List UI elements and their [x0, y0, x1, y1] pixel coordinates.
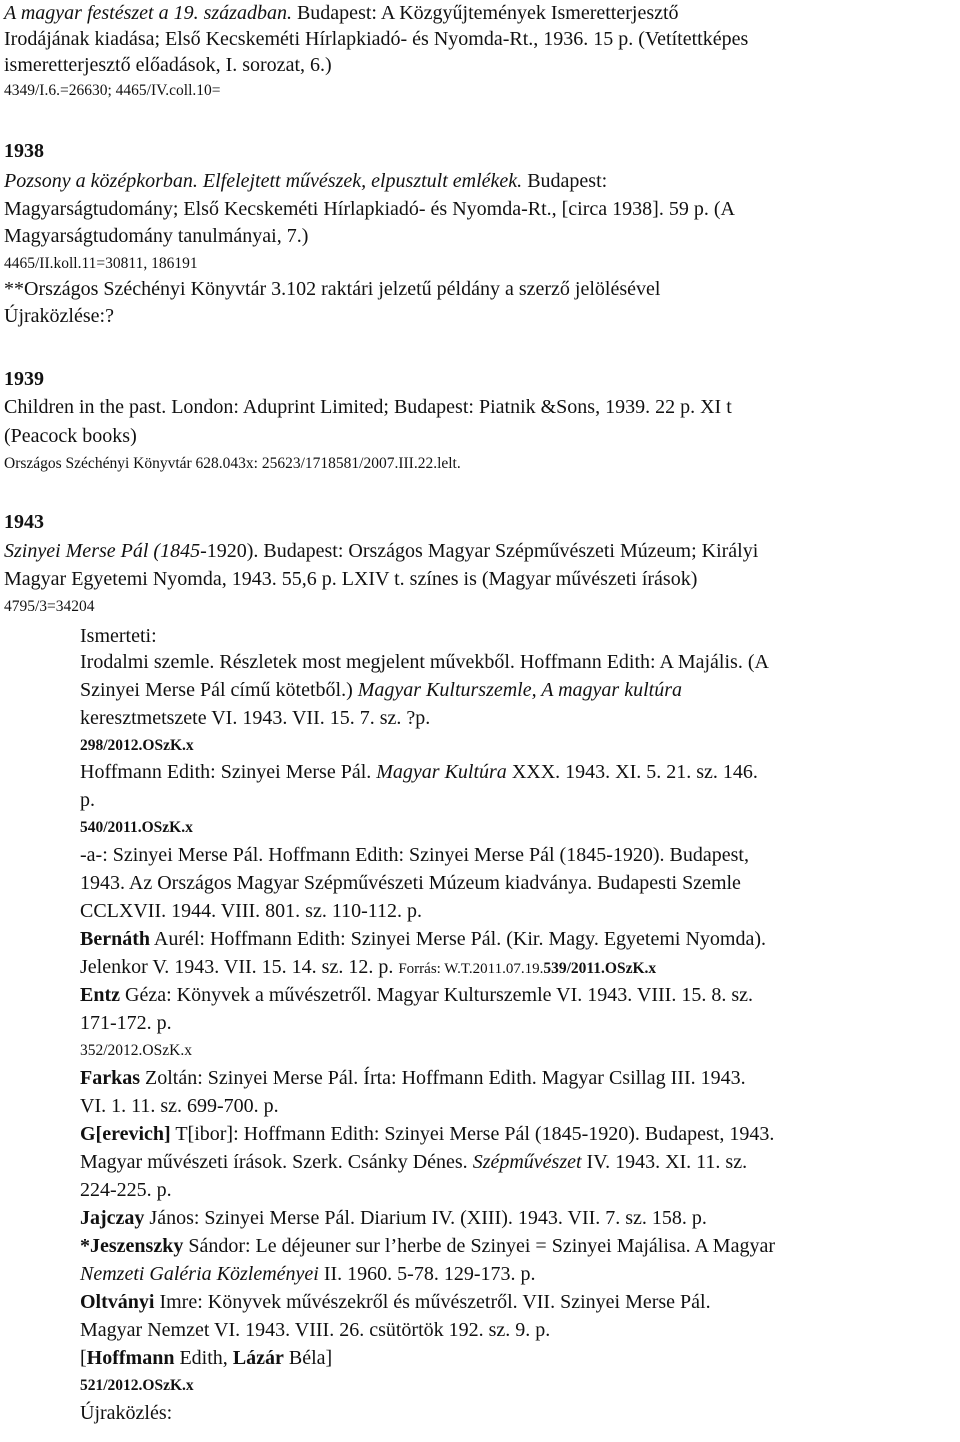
year-heading-1939: 1939: [4, 368, 44, 390]
publisher-text: Budapest: A Közgyűjtemények Ismeretterjesztő: [291, 2, 679, 24]
entry-1943-line-2: Magyar Egyetemi Nyomda, 1943. 55,6 p. LXIV t. színes is (Magyar művészeti írások): [4, 568, 698, 590]
review-6-line-1: Farkas Zoltán: Szinyei Merse Pál. Írta: Hoffmann Edith. Magyar Csillag III. 1943.: [80, 1067, 746, 1089]
review-9-line-1: *Jeszenszky Sándor: Le déjeuner sur l’herbe de Szinyei = Szinyei Majálisa. A Magyar: [80, 1235, 775, 1257]
review-10-line-1: Oltványi Imre: Könyvek művészekről és művészetről. VII. Szinyei Merse Pál.: [80, 1291, 711, 1313]
review-11-code: 521/2012.OSzK.x: [80, 1377, 194, 1394]
review-3-line-2: 1943. Az Országos Magyar Szépművészeti Múzeum kiadványa. Budapesti Szemle: [80, 872, 741, 894]
review-5-line-2: 171-172. p.: [80, 1012, 172, 1034]
entry-1936-line-3: ismeretterjesztő előadások, I. sorozat, 6.): [4, 54, 332, 76]
entry-1938-note: **Országos Széchényi Könyvtár 3.102 raktári jelzetű példány a szerző jelölésével: [4, 278, 661, 300]
entry-1939-shelf-code: Országos Széchényi Könyvtár 628.043x: 25623/1718581/2007.III.22.lelt.: [4, 455, 461, 472]
entry-1936-line-1: [4, 0, 679, 26]
review-2-code: 540/2011.OSzK.x: [80, 819, 193, 836]
review-5-code: 352/2012.OSzK.x: [80, 1042, 192, 1059]
entry-1939-line-1: Children in the past. London: Aduprint Limited; Budapest: Piatnik &Sons, 1939. 22 p. XI t: [4, 396, 732, 418]
review-5-line-1: Entz Géza: Könyvek a művészetről. Magyar Kulturszemle VI. 1943. VIII. 15. 8. sz.: [80, 984, 753, 1006]
review-3-line-1: -a-: Szinyei Merse Pál. Hoffmann Edith: Szinyei Merse Pál (1845-1920). Budapest,: [80, 844, 749, 866]
review-8-line-1: Jajczay János: Szinyei Merse Pál. Diarium IV. (XIII). 1943. VII. 7. sz. 158. p.: [80, 1207, 707, 1229]
review-4-line-2: Jelenkor V. 1943. VII. 15. 14. sz. 12. p. Forrás: W.T.2011.07.19.539/2011.OSzK.x: [80, 956, 657, 978]
review-2-line-2: p.: [80, 789, 95, 811]
review-1-code: 298/2012.OSzK.x: [80, 737, 194, 754]
review-6-line-2: VI. 1. 11. sz. 699-700. p.: [80, 1095, 279, 1117]
review-1-line-3: keresztmetszete VI. 1943. VII. 15. 7. sz. ?p.: [80, 707, 431, 729]
review-1-line-2: Szinyei Merse Pál című kötetből.) Magyar Kulturszemle, A magyar kultúra: [80, 679, 682, 701]
review-7-line-2: Magyar művészeti írások. Szerk. Csánky Dénes. Szépművészet IV. 1943. XI. 11. sz.: [80, 1151, 748, 1173]
year-heading-1943: 1943: [4, 511, 44, 533]
year-heading-1938: 1938: [4, 140, 44, 162]
review-2-line-1: Hoffmann Edith: Szinyei Merse Pál. Magyar Kultúra XXX. 1943. XI. 5. 21. sz. 146.: [80, 761, 758, 783]
entry-1936-shelf-code: 4349/I.6.=26630; 4465/IV.coll.10=: [4, 82, 221, 99]
entry-1938-line-2: Magyarságtudomány; Első Kecskeméti Hírlapkiadó- és Nyomda-Rt., [circa 1938]. 59 p. (A: [4, 198, 735, 220]
review-7-line-3: 224-225. p.: [80, 1179, 172, 1201]
entry-1938-line-3: Magyarságtudomány tanulmányai, 7.): [4, 225, 309, 247]
entry-1943-shelf-code: 4795/3=34204: [4, 598, 95, 615]
reprint-label: Újraközlés:: [80, 1402, 173, 1424]
review-3-line-3: CCLXVII. 1944. VIII. 801. sz. 110-112. p.: [80, 900, 423, 922]
review-7-line-1: G[erevich] T[ibor]: Hoffmann Edith: Szinyei Merse Pál (1845-1920). Budapest, 1943.: [80, 1123, 775, 1145]
book-title: Szinyei Merse Pál (1845: [4, 540, 201, 562]
review-4-line-1: Bernáth Aurél: Hoffmann Edith: Szinyei Merse Pál. (Kir. Magy. Egyetemi Nyomda).: [80, 928, 766, 950]
reviews-label: Ismerteti:: [80, 625, 157, 647]
review-1-line-1: Irodalmi szemle. Részletek most megjelent művekből. Hoffmann Edith: A Majális. (A: [80, 651, 769, 673]
entry-1936-line-2: Irodájának kiadása; Első Kecskeméti Hírlapkiadó- és Nyomda-Rt., 1936. 15 p. (Vetítettképes: [4, 28, 749, 50]
review-9-line-2: Nemzeti Galéria Közleményei II. 1960. 5-78. 129-173. p.: [80, 1263, 536, 1285]
entry-1938-line-1: Pozsony a középkorban. Elfelejtett művészek, elpusztult emlékek. Budapest:: [4, 170, 608, 192]
book-title: Pozsony a középkorban. Elfelejtett művészek, elpusztult emlékek.: [4, 170, 523, 192]
entry-1939-line-2: (Peacock books): [4, 425, 137, 447]
review-10-line-2: Magyar Nemzet VI. 1943. VIII. 26. csütörtök 192. sz. 9. p.: [80, 1319, 551, 1341]
entry-1938-shelf-code: 4465/II.koll.11=30811, 186191: [4, 255, 198, 272]
book-title: A magyar festészet a 19. században.: [4, 2, 292, 24]
entry-1943-line-1: Szinyei Merse Pál (1845-1920). Budapest: Országos Magyar Szépművészeti Múzeum; Királyi: [4, 540, 759, 562]
entry-1938-reprint: Újraközlése:?: [4, 305, 114, 327]
review-11-line-1: [Hoffmann Edith, Lázár Béla]: [80, 1347, 333, 1369]
